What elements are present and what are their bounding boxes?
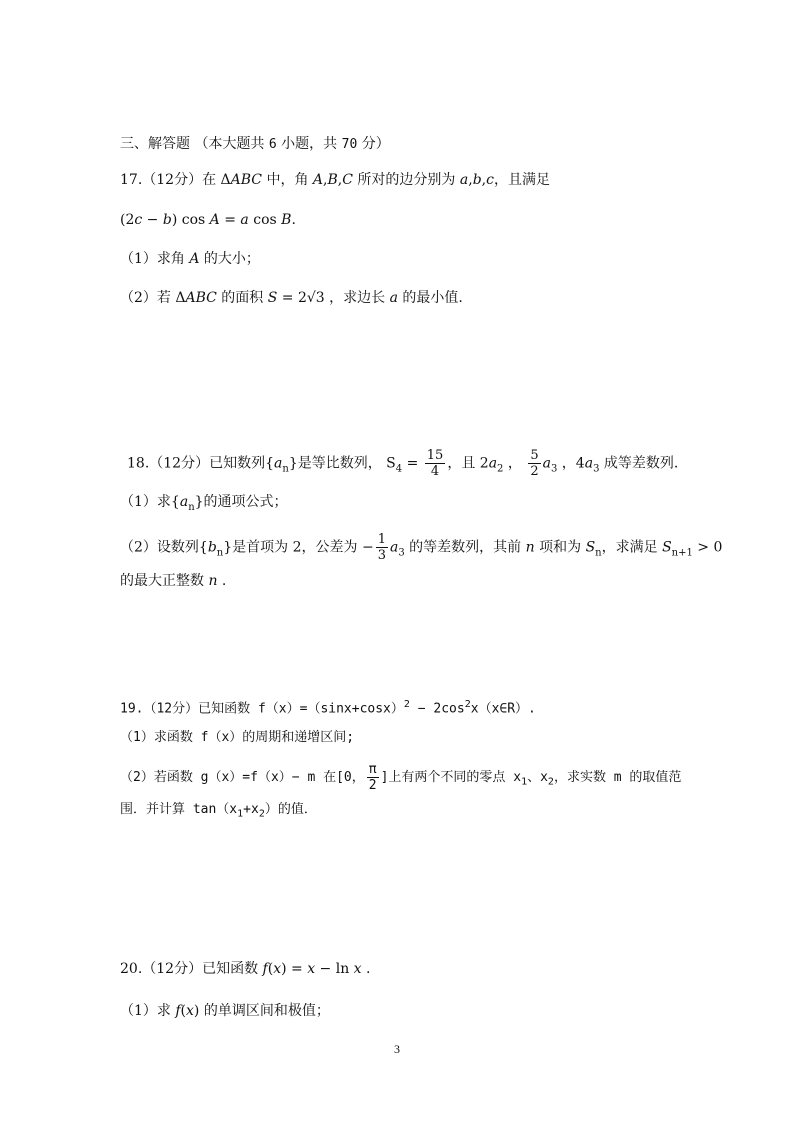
- section-heading: 三、解答题 （本大题共 6 小题，共 70 分）: [120, 136, 390, 152]
- problem-19-part-1: （1）求函数 f（x）的周期和递增区间;: [120, 730, 355, 745]
- problem-17-header: 17.（12分）在 ΔABC 中，角 A,B,C 所对的边分别为 a,b,c，且满足: [120, 172, 550, 188]
- problem-17-condition: (2c − b) cos A = a cos B.: [120, 212, 296, 228]
- problem-19-part-2-line-1: （2）若函数 g（x）=f（x）− m 在[0， $\frac{\pi}{2}$ ]上有两个不同的零点 $x_1$、$x_2$，求实数 m 的取值范: [120, 762, 682, 793]
- problem-19-part-2-line-2: 围．并计算 $\tan(x_1+x_2)$的值．: [120, 802, 317, 820]
- problem-18-part-2-line-1: （2）设数列$\{b_n\}$是首项为 2，公差为 − $\frac{1}{3}$ $a_3$ 的等差数列，其前 n 项和为 $S_n$，求满足 $S_{n+1} > 0$: [120, 532, 723, 563]
- problem-17-part-2: （2）若 ΔABC 的面积 S = 2√3 ，求边长 a 的最小值.: [120, 290, 463, 306]
- problem-19-header: 19.（12分）已知函数 $f(x)=(\sin x+\cos x)^2$ − $2\cos^2x(x\in R)$.: [120, 699, 536, 717]
- problem-20-part-1: （1）求 f(x) 的单调区间和极值；: [120, 1003, 330, 1019]
- problem-18-part-1: （1）求$\{a_n\}$的通项公式；: [120, 494, 288, 513]
- problem-20-header: 20.（12分）已知函数 f(x) = x − ln x .: [120, 961, 371, 977]
- problem-18-header: 18.（12分）已知数列$\{a_n\}$是等比数列， $S_4$ = $\frac{15}{4}$ ，且 $2a_2$ ， $\frac{5}{2}$ $a_3$ ，$4a_3$ 成等差数列.: [127, 448, 679, 479]
- problem-18-part-2-line-2: 的最大正整数 n .: [120, 573, 227, 589]
- page-number: 3: [394, 1042, 400, 1056]
- problem-17-part-1: （1）求角 A 的大小；: [120, 251, 260, 267]
